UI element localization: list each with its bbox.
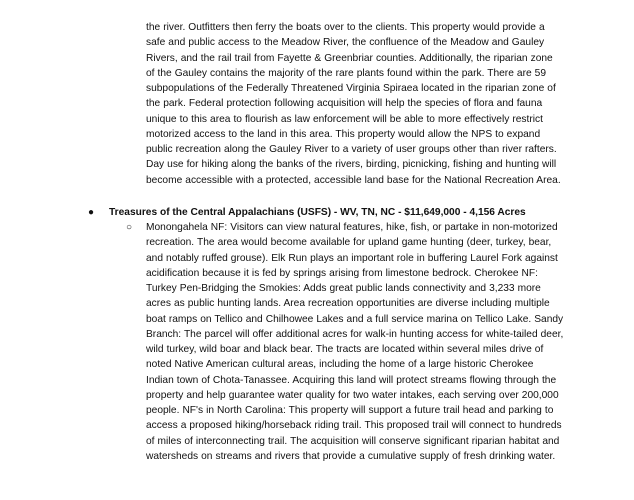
intro-paragraph: the river. Outfitters then ferry the boats over to the clients. This property would provide a safe and public access to the Meadow River, the confluence of the Meadow and Gauley Rivers, and the rail trail from Fayette & Greenbriar counties. Additionally, the riparian zone of the Gauley contains the majority of the rare plants found within the park. There are 59 subpopulations of the Federally Threatened Virginia Spiraea located in the riparian zone of the park. Federal protection following acquisition will help the species of flora and fauna unique to this area to flourish as law enforcement will be able to more effectively restrict motorized access to the land in this area. This property would allow the NPS to expand public recreation along the Gauley River to a variety of user groups other than river rafters. Day use for hiking along the banks of the rivers, birding, picnicking, fishing and hunting will become accessible with a protected, accessible land base for the National Recreation Area.	[146, 22, 561, 186]
bullet-marker: ●	[88, 207, 95, 218]
sub-item-text: Monongahela NF: Visitors can view natural features, hike, fish, or partake in non-motorized recreation. The area would become available for upland game hunting (deer, turkey, bear, and notably ruffed grouse). Elk Run plays an important role in buffering Laurel Fork against acidification because it is fed by springs arising from limestone bedrock. Cherokee NF: Turkey Pen-Bridging the Smokies: Adds great public lands connectivity and 3,233 more acres as public hunting lands. Area recreation opportunities are diverse including multiple boat ramps on Tellico and Chilhowee Lakes and a full service marina on Tellico Lake. Sandy Branch: The parcel will offer additional acres for walk-in hunting access for white-tailed deer, wild turkey, wild boar and black bear. The tracts are located within several miles drive of noted Native American cultural areas, including the home of a large historic Cherokee Indian town of Chota-Tanassee. Acquiring this land will protect streams flowing through the property and help guarantee water quality for two water intakes, each serving over 200,000 people. NF's in North Carolina: This property will support a future trail head and parking to access a proposed hiking/horseback riding trail. This proposed trail will connect to hundreds of miles of interconnecting trail. The acquisition will conserve significant riparian habitat and watersheds on streams and rivers that provide a cumulative supply of fresh drinking water.	[146, 222, 564, 462]
sub-item-marker: ○	[126, 222, 133, 233]
bullet-heading: Treasures of the Central Appalachians (USFS) - WV, TN, NC - $11,649,000 - 4,156 Acres	[109, 207, 526, 218]
